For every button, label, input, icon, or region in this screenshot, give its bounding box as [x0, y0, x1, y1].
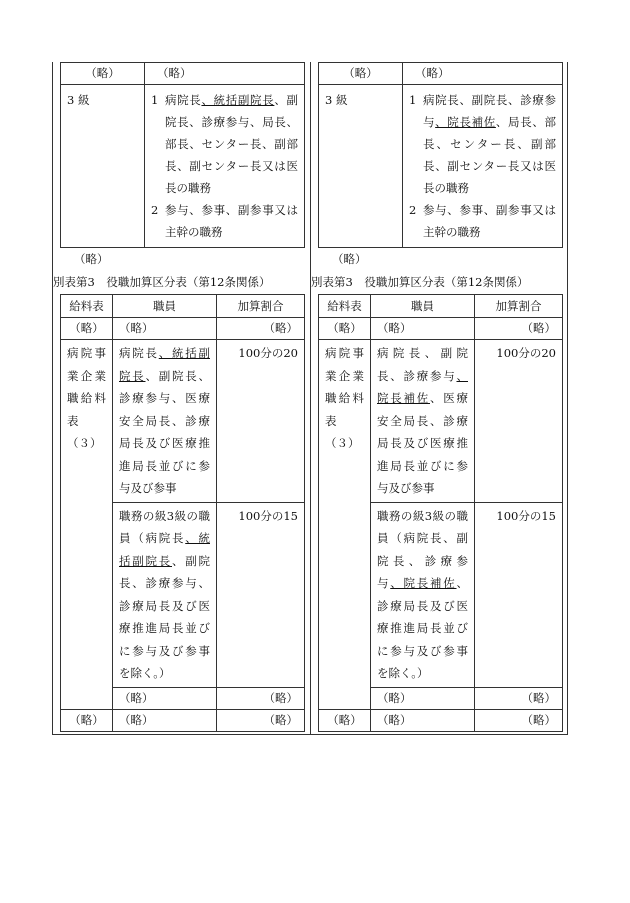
- header-cell: （略）: [61, 63, 145, 85]
- text-segment: 病院長、副院長、診療参与: [377, 346, 468, 383]
- header-cell: 職員: [371, 295, 475, 318]
- right-column: [311, 62, 562, 732]
- text-segment: 、医療安全局長、診療局長及び医療推進局長並びに参与及び参事: [377, 391, 468, 495]
- list-item: [409, 89, 556, 199]
- comparison-frame: [52, 62, 568, 735]
- text-segment: （略）: [119, 690, 154, 705]
- omitted-note: （略）: [74, 252, 109, 266]
- text-segment: 職務の級3級の職員（病院長: [119, 508, 210, 545]
- header-cell: 職員: [113, 295, 217, 318]
- staff-cell: [371, 687, 475, 709]
- staff-cell: [113, 687, 217, 709]
- salary-table-cell: 病院事業企業職給料表（３）: [319, 340, 371, 710]
- staff-cell: [371, 340, 475, 503]
- grade-cell: 3 級: [319, 85, 403, 248]
- header-cell: 給料表: [61, 295, 113, 318]
- table-row: [61, 318, 305, 340]
- header-cell: 給料表: [319, 295, 371, 318]
- table-row: [61, 85, 305, 248]
- table-row: [61, 340, 305, 503]
- item-number: 2: [151, 203, 159, 217]
- table-cell: （略）: [61, 709, 113, 731]
- item-number: 2: [409, 203, 417, 217]
- staff-cell: [371, 502, 475, 687]
- text-segment: 、副院長、診療参与、医療安全局長、診療局長及び医療推進局長並びに参与及び参事: [119, 368, 210, 495]
- item-text: [423, 89, 556, 199]
- table-cell: （略）: [371, 709, 475, 731]
- amended-text: 、院長補佐: [390, 576, 457, 590]
- staff-cell: [113, 340, 217, 503]
- allowance-table: [60, 294, 305, 732]
- table-row: [319, 295, 563, 318]
- header-cell: 加算割合: [475, 295, 563, 318]
- text-segment: 参与、参事、副参事又は主幹の職務: [423, 203, 556, 239]
- grade-table: [318, 62, 563, 248]
- allowance-table: [318, 294, 563, 732]
- text-segment: 、副院長、診療参与、診療局長及び医療推進局長並びに参与及び参事を除く。）: [119, 553, 210, 680]
- duties-cell: [145, 85, 305, 248]
- rate-cell: 100分の20: [475, 340, 563, 503]
- text-segment: 病院長、副院長、診療参与: [423, 93, 556, 129]
- list-item: [151, 89, 298, 199]
- item-number: 1: [151, 93, 159, 107]
- rate-cell: 100分の15: [217, 502, 305, 687]
- item-text: [423, 199, 556, 243]
- text-segment: 参与、参事、副参事又は主幹の職務: [165, 203, 298, 239]
- item-text: [165, 89, 298, 199]
- table-row: [61, 295, 305, 318]
- duties-cell: [403, 85, 563, 248]
- rate-cell: （略）: [475, 687, 563, 709]
- table-cell: （略）: [113, 709, 217, 731]
- rate-cell: （略）: [217, 687, 305, 709]
- table-cell: （略）: [475, 709, 563, 731]
- table-row: [319, 709, 563, 731]
- grade-cell: 3 級: [61, 85, 145, 248]
- table-row: [319, 318, 563, 340]
- table-cell: （略）: [217, 318, 305, 340]
- left-column: [53, 62, 304, 732]
- text-segment: 職務の級3級の職員（病院長、副院長、診療参与: [377, 508, 468, 590]
- table-row: [61, 63, 305, 85]
- amended-text: 、統括副院長: [119, 531, 210, 568]
- amended-text: 、統括副院長: [201, 93, 275, 107]
- grade-table: [60, 62, 305, 248]
- table-cell: （略）: [113, 318, 217, 340]
- item-number: 1: [409, 93, 417, 107]
- column-divider: [310, 62, 311, 735]
- rate-cell: 100分の15: [475, 502, 563, 687]
- header-cell: （略）: [319, 63, 403, 85]
- list-item: [151, 199, 298, 243]
- table-cell: （略）: [61, 318, 113, 340]
- rate-cell: 100分の20: [217, 340, 305, 503]
- table-row: [319, 340, 563, 503]
- table-caption: 別表第3 役職加算区分表（第12条関係）: [311, 275, 529, 289]
- text-segment: 病院長: [165, 93, 202, 107]
- text-segment: （略）: [377, 690, 412, 705]
- table-cell: （略）: [319, 318, 371, 340]
- list-item: [409, 199, 556, 243]
- header-cell: 加算割合: [217, 295, 305, 318]
- table-cell: （略）: [319, 709, 371, 731]
- text-segment: 、診療局長及び医療推進局長並びに参与及び参事を除く。）: [377, 576, 468, 680]
- table-row: [61, 709, 305, 731]
- header-cell: （略）: [403, 63, 563, 85]
- amended-text: 、統括副院長: [119, 346, 210, 383]
- table-caption: 別表第3 役職加算区分表（第12条関係）: [53, 275, 271, 289]
- table-row: [319, 63, 563, 85]
- item-text: [165, 199, 298, 243]
- text-segment: 、副院長、診療参与、局長、部長、センター長、副部長、副センター長又は医長の職務: [165, 93, 299, 195]
- amended-text: 、院長補佐: [377, 368, 468, 405]
- omitted-note: （略）: [332, 252, 367, 266]
- amended-text: 、院長補佐: [435, 115, 496, 129]
- table-cell: （略）: [475, 318, 563, 340]
- table-cell: （略）: [217, 709, 305, 731]
- table-row: [319, 85, 563, 248]
- salary-table-cell: 病院事業企業職給料表（３）: [61, 340, 113, 710]
- staff-cell: [113, 502, 217, 687]
- header-cell: （略）: [145, 63, 305, 85]
- text-segment: 病院長: [119, 346, 159, 360]
- text-segment: 、局長、部長、センター長、副部長、副センター長又は医長の職務: [423, 115, 557, 195]
- table-cell: （略）: [371, 318, 475, 340]
